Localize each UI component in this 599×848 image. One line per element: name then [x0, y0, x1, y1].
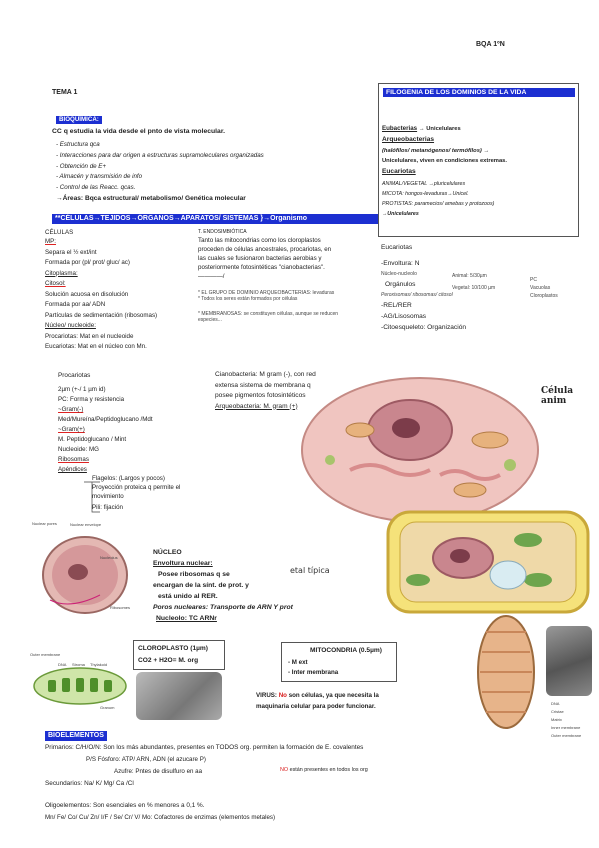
- bioquimica-bullets: [56, 140, 264, 194]
- virus-text2: maquinaria celular para poder funcionar.: [256, 703, 376, 710]
- euc-line: PROTISTAS: paramecios/ amebas y protozoos): [382, 201, 495, 207]
- eucariotas-label: Eucariotas: [382, 168, 416, 175]
- endosimbiotica-title: T. ENDOSIMBIÓTICA: [198, 229, 247, 235]
- celulas-line: Formada por (pl/ prot/ gluc/ ac): [45, 259, 130, 266]
- celulas-line: Eucariotas: Mat en el núcleo con Mn.: [45, 343, 147, 350]
- eucariotas-title: Eucariotas: [381, 244, 413, 251]
- oligo-line: Oligoelementos: Son esenciales en % menores a 0,1 %.: [45, 802, 205, 809]
- bullet: - Control de las Reacc. qcas.: [56, 184, 136, 192]
- oligo-line2: Mn/ Fe/ Co/ Cu/ Zn/ I/F / Se/ Cr/ V/ Mo: Cofactores de enzimas (elementos metales): [45, 814, 276, 821]
- granum-label: Granum: [100, 705, 115, 710]
- cristae-label: Cristae: [551, 709, 564, 714]
- azufre-line: Azufre: Pntes de disulfuro en aa: [114, 768, 203, 775]
- ciano-line: posee pigmentos fotosintéticos: [215, 392, 306, 399]
- nuclear-pores-label: Nuclear pores: [32, 521, 57, 526]
- euc-line: ANIMAL/VEGETAL →pluricelulares: [382, 181, 466, 187]
- pc-line: Vacuolas: [530, 285, 551, 291]
- chloroplast-micrograph: [136, 672, 222, 720]
- euc-pc: [530, 276, 558, 300]
- no-presentes-note: [280, 766, 368, 774]
- endo-line: Tanto las mitocondrias como los cloroplastos: [198, 236, 321, 244]
- bullet: - Interacciones para dar origen a estructuras supramoleculares organizadas: [56, 151, 264, 159]
- proc-line: Apéndices: [58, 466, 87, 473]
- bullet: - Estructura qca: [56, 141, 100, 148]
- plant-cell-diagram: [348, 500, 593, 620]
- mito-dna-label: DNA: [551, 701, 560, 706]
- celulas-line: Citosol:: [45, 280, 66, 287]
- thylakoid-label: Thylakoid: [90, 662, 108, 667]
- inner-membrane-label: Inner membrane: [551, 725, 581, 730]
- nucleo-env: Envoltura nuclear:: [153, 560, 213, 567]
- eubacterias-row: [382, 125, 461, 133]
- secundarios-line: Secundarios: Na/ K/ Mg/ Ca /Cl: [45, 780, 134, 787]
- bioquimica-title: BIOQUÍMICA:: [56, 116, 102, 124]
- document-code: BQA 1ºN: [476, 41, 505, 48]
- bioelementos-title: BIOELEMENTOS: [45, 731, 107, 741]
- euc-line: →Unicelulares: [382, 211, 419, 217]
- nucleo-nucleolo: Nucleolo: TC ARNr: [156, 615, 217, 622]
- proc-line: M. Peptidoglucano / Mint: [58, 436, 127, 443]
- nucleo-line: Posee ribosomas q se: [158, 571, 230, 578]
- celulas-line: Citoplasma:: [45, 269, 78, 277]
- celulas-line: MP:: [45, 238, 57, 245]
- celulas-title: CÉLULAS: [45, 229, 74, 236]
- euc-box-line: -Envoltura: N: [381, 260, 420, 267]
- ciano-line: Arqueobacteria: M. gram (+): [215, 402, 298, 410]
- endo-note: * Todos los seres están formados por células: [198, 296, 298, 303]
- mitocondria-line: - M ext: [288, 659, 308, 666]
- euc-box-line: Orgánulos: [385, 281, 416, 288]
- euc-box-line: -REL/RER: [381, 302, 412, 309]
- endo-line: proceden de células ancestrales, procariotas, en: [198, 245, 332, 253]
- ps-line: P/S Fósforo: ATP/ ARN, ADN (el azucare P): [86, 756, 206, 763]
- chloroplast-diagram: [30, 650, 130, 710]
- virus-label: VIRUS:: [256, 692, 277, 699]
- cloroplasto-formula: CO2 + H2O= M. org: [138, 657, 199, 664]
- arqueobacterias-label: Arqueobacterias: [382, 136, 435, 143]
- mito-outer-membrane-label: Outer membrane: [551, 733, 582, 738]
- nucleo-line: encargan de la sínt. de prot. y: [153, 582, 249, 589]
- celulas-line: Procariotas: Mat en el nucleoide: [45, 332, 134, 340]
- filogenia-title: FILOGENIA DE LOS DOMINIOS DE LA VIDA: [383, 88, 575, 97]
- proc-line: Ribosomas: [58, 456, 89, 463]
- virus-no: No: [278, 692, 287, 699]
- outer-membrane-label: Outer membrane: [30, 652, 61, 657]
- bioquimica-areas: →Áreas: Bqca estructural/ metabolismo/ Genética molecular: [56, 195, 246, 202]
- endo-line: las cuales se fusionaron bacterias aerobias y: [198, 254, 322, 262]
- euc-size: Animal: 5/30µm: [452, 273, 487, 279]
- dna-label: DNA: [58, 662, 67, 667]
- cloroplasto-box: [133, 640, 225, 670]
- bullet: - Almacén y transmisión de info: [56, 173, 143, 181]
- celula-vegetal-label: etal típica: [290, 566, 330, 575]
- nucleolus-label: Nucleolus: [100, 555, 118, 560]
- celulas-block: [45, 229, 157, 353]
- procariotas-title: Procariotas: [58, 372, 91, 379]
- virus-text: son células, ya que necesita la: [288, 692, 379, 699]
- proc-line: PC: Forma y resistencia: [58, 396, 125, 403]
- celulas-line: Núcleo/ nucleoide:: [45, 322, 96, 329]
- euc-line: MICOTA: hongos-levaduras→Unicel.: [382, 191, 469, 197]
- arqueo-desc2: Unicelulares, viven en condiciones extremas.: [382, 158, 508, 164]
- endo-note: * EL GRUPO DE DOMINIO ARQUEOBACTERIAS: levaduras: [198, 289, 335, 296]
- primarios-line: Primarios: C/H/O/N: Son los más abundantes, presentes en TODOS org. permiten la formación de E. covalentes: [45, 744, 364, 751]
- endo-mp-note: especies...: [198, 317, 222, 324]
- matrix-label: Matrix: [551, 717, 562, 722]
- mito-labels: [551, 700, 581, 740]
- procariotas-block: [58, 372, 153, 475]
- euc-box-line: -Citoesqueleto: Organización: [381, 324, 467, 331]
- virus-note: [256, 690, 379, 712]
- flagelos-note: [92, 474, 180, 501]
- pc-line: Cloroplastos: [530, 293, 558, 299]
- cloroplasto-title: CLOROPLASTO (1µm): [138, 645, 208, 652]
- pc-line: PC: [530, 277, 537, 283]
- proc-line: ~Gram(-): [58, 406, 84, 413]
- euc-size: Vegetal: 10/100 µm: [452, 285, 496, 291]
- euc-box-line: Núcleo-nucleolo: [381, 271, 417, 277]
- flagelos-line: movimiento: [92, 493, 124, 500]
- filogenia-box: [378, 83, 579, 237]
- bullet: - Obtención de E+: [56, 162, 107, 170]
- eucariotas-list: [382, 179, 494, 219]
- hierarchy-banner: **CÉLULAS→TEJIDOS→ÓRGANOS→APARATOS/ SISTEMAS }→Organismo: [52, 214, 378, 224]
- arqueo-desc: (halófilos/ metanógenos/ termófilos) →: [382, 148, 490, 154]
- nucleus-diagram: [30, 520, 150, 620]
- endo-line: posteriormente fotosintéticas "cianobacterias".: [198, 264, 325, 272]
- euc-sizes: [452, 270, 495, 294]
- endo-mp-note: * MEMBRANOSAS: se constituyen células, aunque se reducen: [198, 310, 339, 317]
- proc-line: Nucleoide: MG: [58, 446, 99, 453]
- celulas-line: Partículas de sedimentación (ribosomas): [45, 311, 158, 319]
- bioquimica-intro: CC q estudia la vida desde el pnto de vista molecular.: [52, 128, 225, 135]
- eubacterias-desc: → Unicelulares: [418, 126, 461, 132]
- mitochondrion-micrograph: [546, 626, 592, 696]
- celulas-line: Formada por aa/ ADN: [45, 301, 106, 308]
- mitocondria-title: MITOCONDRIA (0.5µm): [310, 647, 382, 654]
- proc-line: ~Gram(+): [58, 426, 85, 433]
- endosimbiotica-block: [198, 229, 368, 324]
- celulas-line: Separa el ½ ext/int: [45, 248, 97, 256]
- nucleo-notes: [153, 547, 293, 624]
- mitochondrion-diagram: [466, 612, 546, 732]
- proc-line: Med/Mureína/Peptidoglucano /Mdt: [58, 416, 153, 423]
- proc-line: 2µm (+-/ 1 µm id): [58, 386, 106, 393]
- nucleo-title: NÚCLEO: [153, 549, 182, 556]
- stroma-label: Stroma: [72, 662, 85, 667]
- flagelos-line: Flagelos: (Largos y pocos): [92, 475, 165, 482]
- euc-box-line: -AG/Lisosomas: [381, 313, 427, 320]
- nucleo-line: está unido al RER.: [158, 593, 218, 600]
- eubacterias-label: Eubacterias: [382, 125, 418, 132]
- ciano-line: Cianobacteria: M gram (-), con red: [215, 371, 316, 378]
- no-presentes-text: están presentes en todos los org: [289, 767, 368, 773]
- celula-animal-label: Célula anim: [541, 386, 574, 406]
- tema-title: TEMA 1: [52, 89, 78, 96]
- mitocondria-box: [281, 642, 397, 682]
- euc-box-line: Peroxisomas/ ribosomas/ citosol: [381, 292, 453, 298]
- mitocondria-line: - Inter membrana: [288, 669, 339, 676]
- ribosomes-label: Ribosomes: [110, 605, 131, 610]
- flagelos-line: Proyección proteica q permite el: [92, 484, 181, 491]
- nucleo-poros: Poros nucleares: Transporte de ARN Y prot: [153, 604, 293, 611]
- nuclear-envelope-label: Nuclear envelope: [70, 522, 102, 527]
- endo-line: ————/: [198, 273, 225, 281]
- no-red: NO: [280, 767, 289, 773]
- celulas-line: Solución acuosa en disolución: [45, 290, 129, 298]
- pili-note: Pili: fijación: [92, 504, 123, 511]
- ciano-line: extensa sistema de membrana q: [215, 381, 311, 389]
